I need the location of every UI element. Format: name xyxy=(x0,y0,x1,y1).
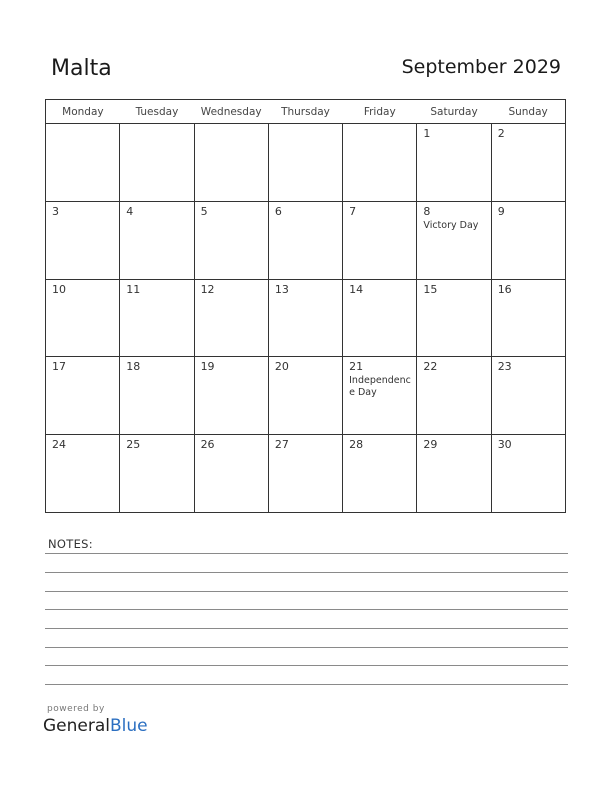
day-cell[interactable] xyxy=(120,435,194,513)
day-cell[interactable] xyxy=(120,201,194,279)
powered-by-text: powered by xyxy=(47,704,105,714)
day-number: 10 xyxy=(52,282,66,296)
day-number: 17 xyxy=(52,360,66,374)
week-row xyxy=(46,357,566,435)
brand-blue: Blue xyxy=(110,716,148,736)
day-number: 12 xyxy=(200,282,215,296)
note-line xyxy=(45,684,568,685)
weekday-header: Thursday xyxy=(268,100,342,124)
weekday-header: Monday xyxy=(46,100,120,124)
day-cell[interactable] xyxy=(120,357,194,435)
brand-logo[interactable] xyxy=(43,716,148,736)
day-number: 29 xyxy=(423,438,438,452)
week-row xyxy=(46,201,566,279)
day-cell[interactable] xyxy=(268,279,342,357)
day-number: 25 xyxy=(126,438,141,452)
day-cell[interactable] xyxy=(268,124,342,202)
day-cell[interactable] xyxy=(417,357,491,435)
day-number: 5 xyxy=(200,204,208,218)
day-number: 18 xyxy=(126,360,141,374)
day-cell[interactable] xyxy=(417,279,491,357)
day-cell[interactable] xyxy=(343,279,417,357)
day-number: 3 xyxy=(52,204,59,218)
day-number: 2 xyxy=(497,127,505,140)
day-number: 23 xyxy=(497,360,512,374)
weekday-header: Sunday xyxy=(491,100,565,124)
day-number: 19 xyxy=(200,360,215,374)
day-cell[interactable] xyxy=(120,124,194,202)
note-line xyxy=(45,628,568,629)
day-cell[interactable] xyxy=(46,201,120,279)
day-cell[interactable] xyxy=(491,357,565,435)
weekday-header-row xyxy=(46,100,566,124)
day-cell[interactable] xyxy=(417,435,491,513)
day-number: 26 xyxy=(200,438,215,452)
day-cell[interactable] xyxy=(46,124,120,202)
calendar-grid xyxy=(45,99,566,513)
weekday-header: Saturday xyxy=(417,100,491,124)
day-cell[interactable] xyxy=(194,357,268,435)
week-row xyxy=(46,124,566,202)
week-row xyxy=(46,435,566,513)
day-number: 15 xyxy=(423,282,438,296)
day-number: 16 xyxy=(497,282,512,296)
day-number: 28 xyxy=(349,438,364,452)
day-number: 8 xyxy=(423,204,431,218)
day-number: 9 xyxy=(497,204,505,218)
day-cell[interactable] xyxy=(46,357,120,435)
day-cell[interactable] xyxy=(120,279,194,357)
day-cell[interactable] xyxy=(343,124,417,202)
note-line xyxy=(45,591,568,592)
day-cell[interactable] xyxy=(194,124,268,202)
weekday-header: Wednesday xyxy=(194,100,268,124)
country-title: Malta xyxy=(51,56,112,81)
weekday-header: Friday xyxy=(343,100,417,124)
day-cell[interactable] xyxy=(343,357,417,435)
holiday-label: Victory Day xyxy=(423,219,479,231)
day-cell[interactable] xyxy=(268,201,342,279)
day-cell[interactable] xyxy=(268,357,342,435)
note-line xyxy=(45,553,568,554)
day-cell[interactable] xyxy=(194,279,268,357)
day-cell[interactable] xyxy=(46,435,120,513)
day-number: 1 xyxy=(423,127,431,140)
day-number: 24 xyxy=(52,438,66,452)
day-cell[interactable] xyxy=(491,124,565,202)
day-number: 6 xyxy=(274,204,282,218)
day-number: 13 xyxy=(274,282,289,296)
day-number: 22 xyxy=(423,360,438,374)
note-line xyxy=(45,665,568,666)
day-cell[interactable] xyxy=(417,124,491,202)
day-cell[interactable] xyxy=(46,279,120,357)
day-number: 14 xyxy=(349,282,364,296)
day-cell[interactable] xyxy=(194,435,268,513)
day-cell[interactable] xyxy=(268,435,342,513)
note-line xyxy=(45,572,568,573)
day-number: 27 xyxy=(274,438,289,452)
day-cell[interactable] xyxy=(491,435,565,513)
notes-label: NOTES: xyxy=(48,537,93,551)
brand-general: General xyxy=(43,716,110,736)
day-cell[interactable] xyxy=(194,201,268,279)
day-number: 11 xyxy=(126,282,141,296)
holiday-label: Independence Day xyxy=(349,375,411,399)
day-cell[interactable] xyxy=(417,201,491,279)
day-cell[interactable] xyxy=(491,201,565,279)
day-number: 7 xyxy=(349,204,357,218)
day-number: 4 xyxy=(126,204,134,218)
day-number: 30 xyxy=(497,438,512,452)
note-line xyxy=(45,609,568,610)
day-cell[interactable] xyxy=(343,435,417,513)
day-cell[interactable] xyxy=(491,279,565,357)
week-row xyxy=(46,279,566,357)
day-number: 20 xyxy=(274,360,289,374)
weekday-header: Tuesday xyxy=(120,100,194,124)
day-number: 21 xyxy=(349,360,364,374)
day-cell[interactable] xyxy=(343,201,417,279)
month-title: September 2029 xyxy=(401,56,561,78)
note-line xyxy=(45,647,568,648)
